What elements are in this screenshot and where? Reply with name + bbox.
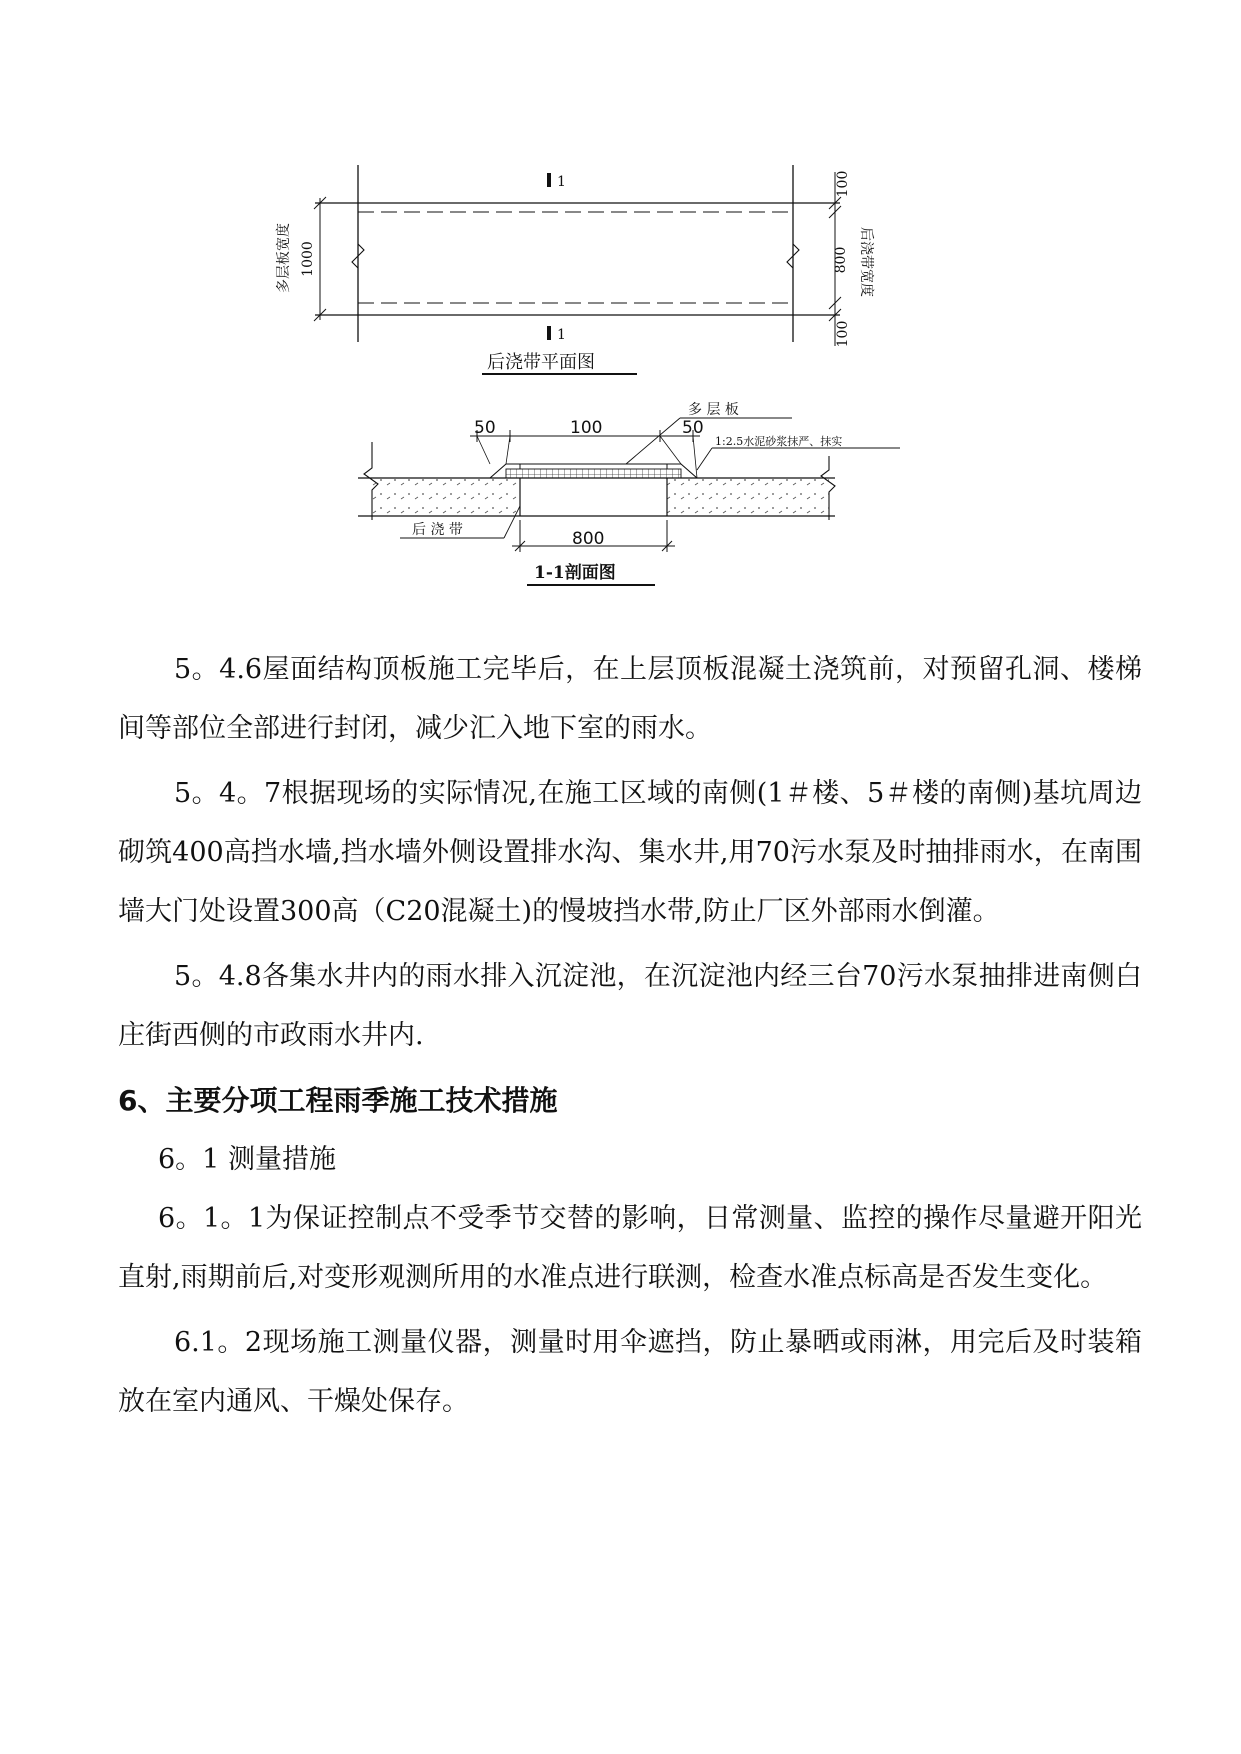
dim-50-left: 50 <box>474 418 496 438</box>
paragraph-5-4-7: 5。4。7根据现场的实际情况,在施工区域的南侧(1＃楼、5＃楼的南侧)基坑周边砌筑400高挡水墙,挡水墙外侧设置排水沟、集水井,用70污水泵及时抽排雨水，在南围墙大门处设置300高（C20混凝土)的慢坡挡水带,防止厂区外部雨水倒灌。 <box>118 778 1142 927</box>
section-title: 1-1剖面图 <box>534 563 616 583</box>
mortar-note: 1:2.5水泥砂浆抹严、抹实 <box>715 435 843 448</box>
left-dim-label: 多层板宽度 <box>276 223 292 293</box>
section-heading-6: 6、主要分项工程雨季施工技术措施 <box>118 1084 558 1117</box>
dim-100: 100 <box>570 418 603 438</box>
right-dim-label: 后浇带宽度 <box>858 227 874 297</box>
right-dim-bottom: 100 <box>835 320 851 348</box>
dim-800: 800 <box>572 529 605 549</box>
right-dim-top: 100 <box>835 170 851 198</box>
section-mark-bottom: 1 <box>557 327 566 343</box>
paragraph-5-4-8: 5。4.8各集水井内的雨水排入沉淀池，在沉淀池内经三台70污水泵抽排进南侧白庄街西侧的市政雨水井内. <box>118 961 1142 1051</box>
body-text <box>118 640 1142 1431</box>
dim-50-right: 50 <box>682 418 704 438</box>
section-view <box>358 401 900 585</box>
plan-title: 后浇带平面图 <box>487 352 595 373</box>
paragraph-5-4-6: 5。4.6屋面结构顶板施工完毕后，在上层顶板混凝土浇筑前，对预留孔洞、楼梯间等部位全部进行封闭，减少汇入地下室的雨水。 <box>118 654 1142 744</box>
paragraph-6-1-1: 6。1。1为保证控制点不受季节交替的影响，日常测量、监控的操作尽量避开阳光直射,雨期前后,对变形观测所用的水准点进行联测，检查水准点标高是否发生变化。 <box>118 1203 1142 1293</box>
subheading-6-1: 6。1 测量措施 <box>158 1144 336 1175</box>
band-label: 后 浇 带 <box>412 522 463 538</box>
drawing-svg <box>0 0 1241 600</box>
construction-drawing <box>0 0 1241 600</box>
right-dim-mid: 800 <box>833 246 849 274</box>
board-label: 多 层 板 <box>688 402 739 418</box>
paragraph-6-1-2: 6.1。2现场施工测量仪器，测量时用伞遮挡，防止暴晒或雨淋，用完后及时装箱放在室内通风、干燥处保存。 <box>118 1327 1142 1417</box>
left-dim-value: 1000 <box>300 241 316 277</box>
section-mark-top: 1 <box>557 174 566 190</box>
plan-view <box>275 165 875 374</box>
